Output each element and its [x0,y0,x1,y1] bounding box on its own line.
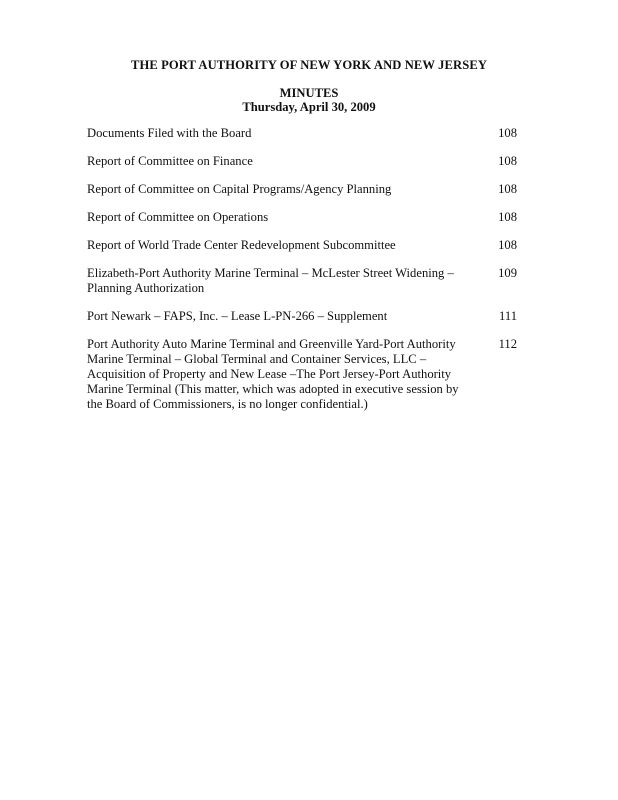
toc-entry-capital-programs [87,182,517,197]
toc-entry-title: Port Authority Auto Marine Terminal and Greenville Yard-Port Authority Marine Terminal – Global Terminal and Container Services, LLC – Acquisition of Property and New Lease –The Port Jersey-Port Authority Marine Terminal (This matter, which was adopted in executive session by the Board of Commissioners, is no longer confidential.) [87,337,459,411]
meeting-date: Thursday, April 30, 2009 [242,100,376,114]
toc-entry-page: 111 [499,309,517,323]
toc-entry-title: Port Newark – FAPS, Inc. – Lease L-PN-266 – Supplement [87,309,388,323]
toc-entry-operations-committee [87,210,517,225]
toc-entry-documents-filed [87,126,517,141]
toc-entry-wtc-subcommittee [87,238,517,253]
toc-entry-title: Report of Committee on Finance [87,154,253,168]
toc-entry-title: Report of Committee on Operations [87,210,269,224]
toc-entry-auto-marine-terminal [87,337,517,412]
toc-entry-finance-committee [87,154,517,169]
toc-entry-title: Documents Filed with the Board [87,126,252,140]
table-of-contents [87,126,517,425]
toc-entry-page: 109 [498,266,517,280]
toc-entry-page: 108 [498,126,517,140]
minutes-heading: MINUTES [279,86,339,100]
toc-entry-title: Report of Committee on Capital Programs/Agency Planning [87,182,392,196]
toc-entry-title: Report of World Trade Center Redevelopment Subcommittee [87,238,396,252]
toc-entry-page: 108 [498,210,517,224]
toc-entry-page: 108 [498,154,517,168]
toc-entry-page: 108 [498,238,517,252]
toc-entry-elizabeth-terminal [87,266,517,296]
organization-title: THE PORT AUTHORITY OF NEW YORK AND NEW JERSEY [130,58,488,72]
toc-entry-page: 112 [498,337,517,351]
toc-entry-port-newark-lease [87,309,517,324]
toc-entry-title: Elizabeth-Port Authority Marine Terminal – McLester Street Widening – Planning Authorization [87,266,454,295]
toc-entry-page: 108 [498,182,517,196]
